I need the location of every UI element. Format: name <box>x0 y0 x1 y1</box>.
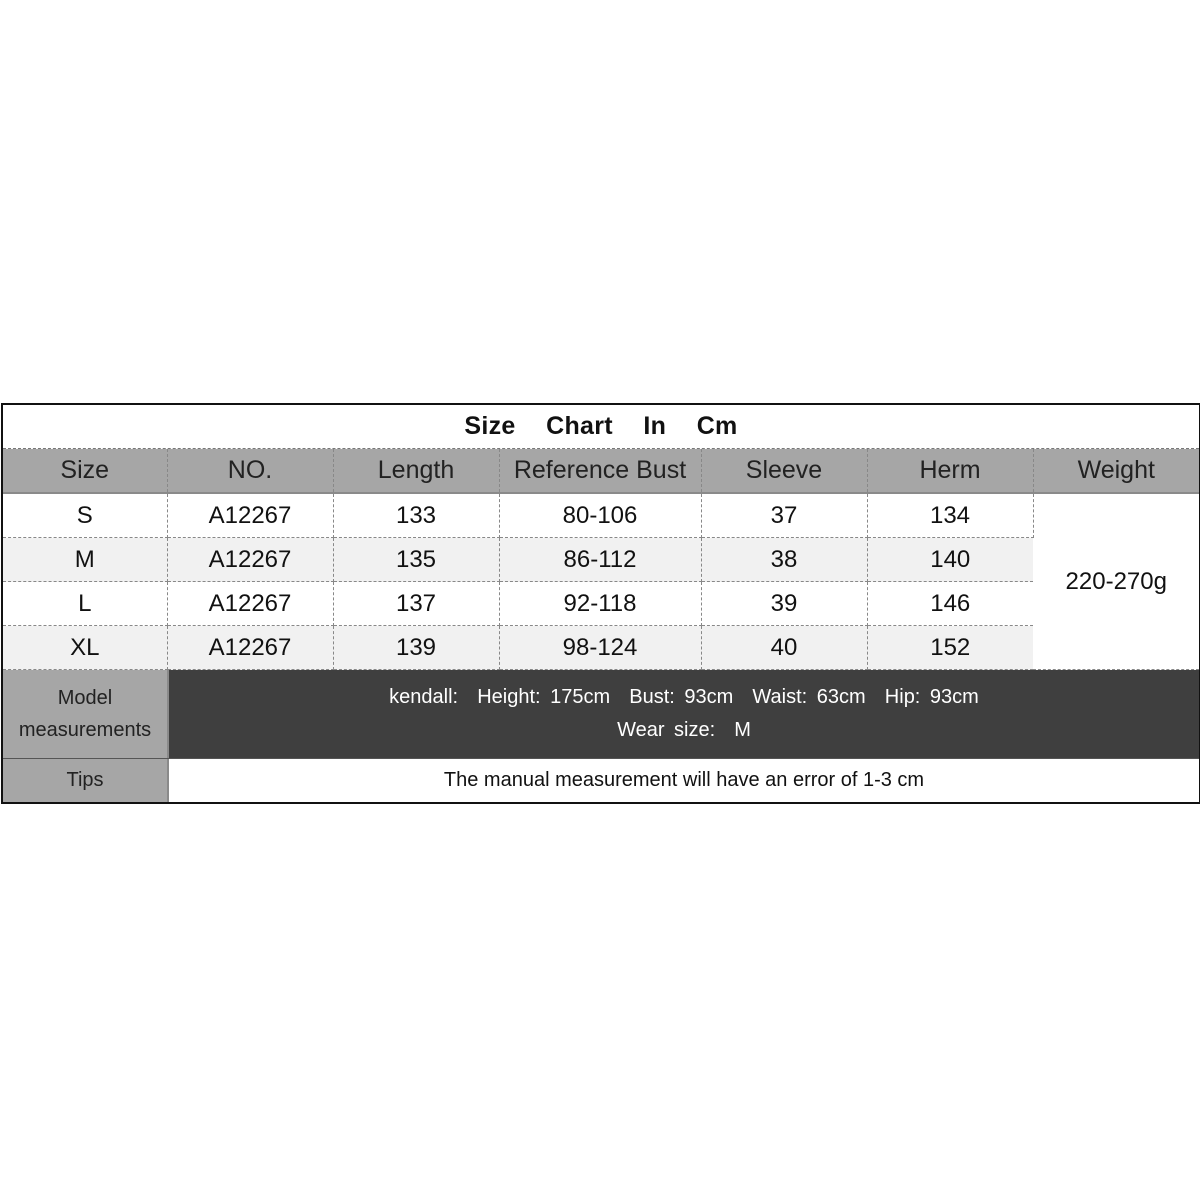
model-wear-size: Wear size: M <box>617 719 751 741</box>
column-header: Length <box>333 449 499 493</box>
length-cell: 139 <box>333 626 499 670</box>
bust-cell: 86-112 <box>499 538 701 582</box>
table-header-row <box>3 449 1199 493</box>
size-cell: XL <box>3 626 167 670</box>
tips-label: Tips <box>3 759 169 802</box>
herm-cell: 146 <box>867 582 1033 626</box>
table-row <box>3 582 1199 626</box>
no-cell: A12267 <box>167 493 333 538</box>
size-chart <box>1 403 1200 804</box>
no-cell: A12267 <box>167 582 333 626</box>
model-measurements-line1: kendall: Height: 175cm Bust: 93cm Waist: 63cm Hip: 93cm <box>389 686 979 708</box>
size-cell: M <box>3 538 167 582</box>
column-header: Reference Bust <box>499 449 701 493</box>
no-cell: A12267 <box>167 538 333 582</box>
weight-cell: 220-270g <box>1033 493 1199 670</box>
model-label-line1: Model <box>57 687 113 709</box>
bust-cell: 80-106 <box>499 493 701 538</box>
table-row <box>3 493 1199 538</box>
bust-cell: 98-124 <box>499 626 701 670</box>
size-cell: S <box>3 493 167 538</box>
table-row <box>3 626 1199 670</box>
tips-row <box>3 758 1199 802</box>
herm-cell: 152 <box>867 626 1033 670</box>
chart-title: Size Chart In Cm <box>3 405 1199 449</box>
model-measurements-row <box>3 670 1199 758</box>
model-measurements-label <box>3 670 169 758</box>
sleeve-cell: 40 <box>701 626 867 670</box>
size-table <box>3 449 1199 670</box>
no-cell: A12267 <box>167 626 333 670</box>
column-header: Size <box>3 449 167 493</box>
herm-cell: 140 <box>867 538 1033 582</box>
column-header: Sleeve <box>701 449 867 493</box>
length-cell: 133 <box>333 493 499 538</box>
column-header: NO. <box>167 449 333 493</box>
table-row <box>3 538 1199 582</box>
model-measurements-text <box>169 670 1199 758</box>
size-cell: L <box>3 582 167 626</box>
model-label-line2: measurements <box>18 719 152 741</box>
length-cell: 137 <box>333 582 499 626</box>
herm-cell: 134 <box>867 493 1033 538</box>
sleeve-cell: 38 <box>701 538 867 582</box>
column-header: Weight <box>1033 449 1199 493</box>
sleeve-cell: 39 <box>701 582 867 626</box>
bust-cell: 92-118 <box>499 582 701 626</box>
column-header: Herm <box>867 449 1033 493</box>
length-cell: 135 <box>333 538 499 582</box>
sleeve-cell: 37 <box>701 493 867 538</box>
tips-text: The manual measurement will have an error of 1-3 cm <box>169 759 1199 802</box>
